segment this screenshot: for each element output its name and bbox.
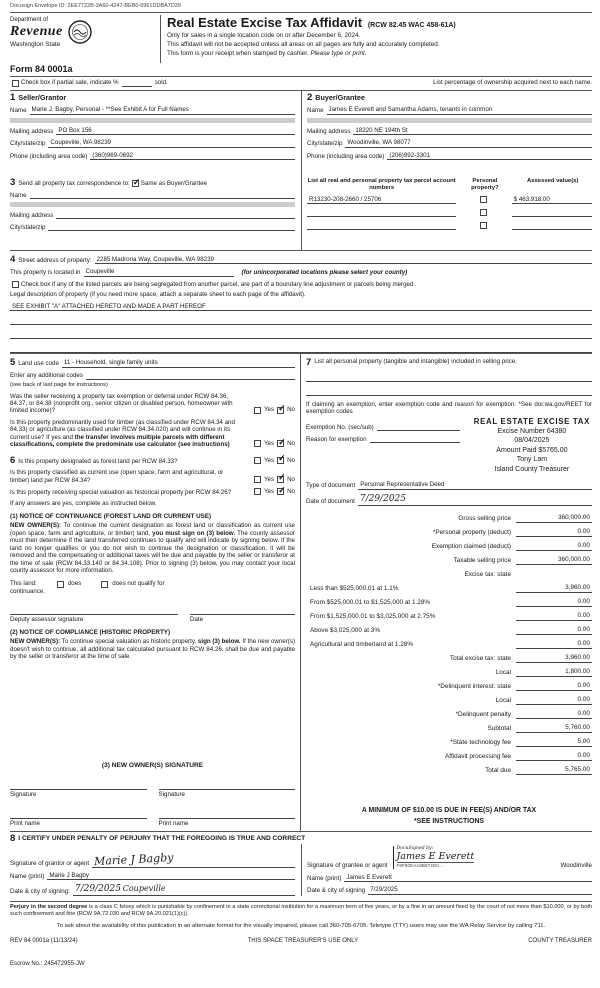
excise-row-label: Agricultural and timberland at 1.28% xyxy=(310,641,414,648)
question-historic xyxy=(10,484,295,496)
exemption-note: If claiming an exemption, enter exemption code and reason for exemption. *See dor.wa.gov/REET for exemption codes xyxy=(306,400,592,416)
does-label: does xyxy=(67,580,82,588)
parcel-table xyxy=(301,176,592,250)
excise-tax-row xyxy=(306,607,592,621)
excise-tax-row xyxy=(306,579,592,593)
partial-sale-row xyxy=(10,77,592,89)
buyer-section-number: 2 xyxy=(307,91,313,103)
checkmark: ✓ xyxy=(278,484,286,495)
perjury-bold: Perjury in the second degree xyxy=(10,904,88,911)
exemption-no-label: Exemption No. (sec/sub) xyxy=(306,424,374,432)
ownership-note: List percentage of ownership acquired next to each name. xyxy=(433,79,592,87)
parcel-row xyxy=(307,209,592,217)
land-use-label: Land use code xyxy=(18,360,59,368)
partial-sale-label: Check box if partial sale, indicate % xyxy=(21,79,119,87)
deputy-assessor-label: Deputy assessor signature xyxy=(10,616,84,624)
checkmark: ✓ xyxy=(278,453,286,464)
notice1-title: (1) NOTICE OF CONTINUANCE (FOREST LAND OR CURRENT USE) xyxy=(10,512,212,520)
header-title-block xyxy=(160,15,592,63)
buyer-city-field[interactable]: Woodinville, WA 98077 xyxy=(345,139,592,147)
personal-property-checkbox[interactable] xyxy=(480,196,487,203)
header-note-3-text: This form is your receipt when stamped by cashier. xyxy=(167,49,311,57)
street-address-field[interactable]: 2285 Madrona Way, Coupeville, WA 98239 xyxy=(95,256,592,264)
assessed-value-column-header: Assessed value(s) xyxy=(526,177,579,184)
no-label: No xyxy=(287,406,295,414)
parcel-number-field[interactable] xyxy=(307,222,456,230)
seller-section xyxy=(10,91,301,176)
docusign-signature-box xyxy=(393,846,475,869)
correspondence-mailing-field[interactable] xyxy=(56,211,295,219)
form-title-rcw: (RCW 82.45 WAC 458-61A) xyxy=(367,21,456,29)
checkmark: ✓ xyxy=(278,436,286,447)
excise-tax-row xyxy=(306,509,592,523)
excise-row-value[interactable]: 0.00 xyxy=(516,640,592,649)
question-forest-land xyxy=(10,453,295,466)
grantee-signature-line[interactable] xyxy=(391,846,561,870)
question-tax-exemption xyxy=(10,393,295,415)
excise-tax-row xyxy=(306,635,592,649)
personal-property-cell xyxy=(459,209,509,217)
personal-property-cell xyxy=(459,196,509,204)
exemption-no-field[interactable] xyxy=(377,423,461,431)
header-note-3-em: Please type or print. xyxy=(310,49,367,57)
question-current-use xyxy=(10,469,295,484)
grantee-printname-label: Name (print) xyxy=(307,874,342,882)
excise-tax-row xyxy=(306,593,592,607)
parcel-row xyxy=(307,196,592,204)
buyer-section xyxy=(301,91,592,176)
buyer-mailing-label: Mailing address xyxy=(307,127,351,135)
partial-sale-checkbox[interactable] xyxy=(12,80,19,87)
additional-codes-field[interactable] xyxy=(86,372,295,380)
excise-row-label: From $525,000.01 to $1,525,000 at 1.28% xyxy=(310,599,431,606)
excise-row-value[interactable]: 0.00 xyxy=(516,626,592,635)
question-text-normal: Is this property predominantly used for timber (as classified under RCW 84.34 and 84.33) or agriculture (as classified under RCW 84.34.020) and will continue in its current use? If yes and xyxy=(10,418,235,441)
excise-tax-row xyxy=(306,677,592,691)
excise-tax-row xyxy=(306,733,592,747)
excise-row-label: From $1,525,000.01 to $3,025,000 at 2.75% xyxy=(310,613,436,620)
excise-row-value[interactable]: 5.00 xyxy=(516,738,592,747)
excise-tax-row xyxy=(306,537,592,551)
divider-band xyxy=(307,118,592,123)
question-text-body: Is this property designated as forest land per RCW 84.33? xyxy=(18,457,178,465)
divider-band xyxy=(10,202,295,207)
excise-row-label: *Delinquent penalty xyxy=(455,711,511,718)
treasurer-stamp xyxy=(474,417,590,474)
question-text-bold: the transfer involves multiple parcels with different classifications, complete the predominate use calculator (see instructions) xyxy=(10,433,230,449)
codes-instructions-note: (see back of last page for instructions) xyxy=(10,381,108,388)
notice1-paragraph xyxy=(10,522,295,574)
excise-row-label: Local xyxy=(495,697,511,704)
dor-seal-icon xyxy=(68,20,92,44)
grantor-signature-line[interactable] xyxy=(92,853,295,867)
excise-tax-row xyxy=(306,523,592,537)
seller-mailing-label: Mailing address xyxy=(10,127,54,135)
grantee-signature-label: Signature of grantee or agent xyxy=(307,862,388,870)
if-any-yes-note: If any answers are yes, complete as instructed below. xyxy=(10,500,157,508)
exemption-and-stamp-area xyxy=(306,419,592,477)
seller-mailing-field[interactable]: PO Box 156 xyxy=(56,127,295,135)
assessed-value-field[interactable] xyxy=(512,222,592,230)
excise-row-value[interactable]: 3,960.00 xyxy=(516,654,592,663)
excise-row-label: Gross selling price xyxy=(458,515,511,522)
deputy-date-label: Date xyxy=(190,616,204,624)
checkmark: ✓ xyxy=(278,472,286,483)
buyer-phone-label: Phone (including area code) xyxy=(307,152,385,160)
yes-label: Yes xyxy=(263,487,275,495)
excise-tax-row xyxy=(306,691,592,705)
type-of-document-label: Type of document xyxy=(306,482,356,490)
q-currentuse-no-checkbox[interactable] xyxy=(277,472,286,483)
q-timber-no-checkbox[interactable] xyxy=(277,436,286,447)
stamp-date: 08/04/2025 xyxy=(514,437,550,445)
question-text xyxy=(10,419,241,449)
question-text xyxy=(10,456,241,466)
assessed-value-field[interactable] xyxy=(512,209,592,217)
located-in-label: This property is located in xyxy=(10,269,81,277)
notice2-bold-1: NEW OWNER(S): xyxy=(10,638,61,646)
seller-name-field[interactable]: Marie J. Bagby, Personal - **See Exhibit A for Full Names xyxy=(30,106,295,114)
yes-label: Yes xyxy=(263,456,275,464)
excise-row-label: *State technology fee xyxy=(450,739,511,746)
excise-row-label: Total excise tax: state xyxy=(449,655,511,662)
no-label: No xyxy=(287,440,295,448)
question-text: Was the seller receiving a property tax exemption or deferral under RCW 84.36, 84.37, or 84.38 (nonprofit org., senior citizen or disabled person, homeowner with limited income)? xyxy=(10,392,233,415)
land-use-field[interactable]: 11 - Household, single family units xyxy=(62,359,295,367)
buyer-city-label: City/state/zip xyxy=(307,140,343,148)
q-forest-yes-checkbox[interactable] xyxy=(254,457,261,464)
grantor-date-handwritten: 7/29/2025 xyxy=(74,884,121,895)
see-instructions-text: *SEE INSTRUCTIONS xyxy=(413,817,485,825)
seller-phone-label: Phone (including area code) xyxy=(10,152,88,160)
print-name-label: Print name xyxy=(158,819,189,827)
notice2-bold-2: sign (3) below. xyxy=(197,638,241,646)
docusign-envelope-id: Docusign Envelope ID: 2EE7722B-3A60-4247-BEB0-6961DDBA7D39 xyxy=(10,3,181,9)
notice2-title: (2) NOTICE OF COMPLIANCE (HISTORIC PROPERTY) xyxy=(10,628,171,636)
located-in-field[interactable]: Coupeville xyxy=(84,268,234,276)
alternate-format-note: To ask about the availability of this publication in an alternate format for the visually impaired, please call 360-705-6705. Teletype (TTY) users may use the WA Relay Service by calling 711. xyxy=(56,922,546,929)
correspondence-block xyxy=(10,176,301,250)
excise-tax-row xyxy=(306,747,592,761)
owner-printname-line[interactable] xyxy=(159,809,296,819)
date-of-document-handwritten: 7/29/2025 xyxy=(359,493,406,504)
deputy-date-line[interactable] xyxy=(190,605,295,615)
seller-section-title: Seller/Grantor xyxy=(18,92,67,102)
grantee-signature-block xyxy=(301,844,592,896)
excise-row-value[interactable]: 0.00 xyxy=(516,528,592,537)
excise-row-label: Local xyxy=(495,669,511,676)
no-label: No xyxy=(287,487,295,495)
escrow-number: Escrow No.: 245472955-JW xyxy=(10,960,85,967)
excise-tax-row xyxy=(306,705,592,719)
excise-row-value[interactable]: 1,800.00 xyxy=(516,668,592,677)
rev-row xyxy=(10,938,592,945)
perjury-rest: is a class C felony which is punishable by confinement in a state correctional institution for a maximum term of five years, or by a fine in an amount fixed by the court of not more than $10,000, or by both such confinement and fine (RCW 9A.72.030 and RCW 9A.20.021(1)(c)). xyxy=(10,904,592,918)
seller-city-label: City/state/zip xyxy=(10,140,46,148)
form-title: Real Estate Excise Tax Affidavit xyxy=(167,14,363,30)
docusign-id: F8F80EAA8B874D0... xyxy=(396,863,444,869)
grantor-signature-block xyxy=(10,844,301,896)
personal-property-column-header: Personal property? xyxy=(471,177,499,191)
does-not-label: does not qualify for xyxy=(112,580,165,588)
section3-number: 3 xyxy=(10,176,16,188)
excise-tax-row xyxy=(306,649,592,663)
header-note-1: Only for sales in a single location code on or after December 6, 2024. xyxy=(167,31,361,39)
personal-property-checkbox[interactable] xyxy=(480,222,487,229)
notice2-text-1: To continue special valuation as historic property, xyxy=(60,638,198,646)
date-of-document-label: Date of document xyxy=(306,498,355,506)
excise-row-label: *Personal property (deduct) xyxy=(432,529,511,536)
owner-signature-line[interactable] xyxy=(159,780,296,790)
main-columns xyxy=(10,353,592,831)
excise-row-label: Excise tax: state xyxy=(464,571,511,578)
same-as-buyer-checkmark: ✓ xyxy=(132,176,141,187)
excise-row-value[interactable]: 360,000.00 xyxy=(516,514,592,523)
excise-tax-row xyxy=(306,621,592,635)
header-note-3 xyxy=(167,50,592,58)
grantee-printname-field[interactable]: James E Everett xyxy=(344,874,592,882)
excise-tax-table xyxy=(306,509,592,775)
minimum-due-text: A MINIMUM OF $10.00 IS DUE IN FEE(S) AND/OR TAX xyxy=(361,807,537,815)
excise-row-label: Total due xyxy=(485,767,511,774)
grantee-signature-handwritten: James E Everett xyxy=(396,851,475,863)
right-column xyxy=(301,354,592,831)
date-of-document-field[interactable] xyxy=(358,494,592,506)
personal-property-cell xyxy=(459,222,509,230)
legal-description-blank-line[interactable] xyxy=(10,311,592,325)
q-exemption-no-checkbox[interactable] xyxy=(277,403,286,414)
perjury-statement xyxy=(10,904,592,919)
checkmark: ✓ xyxy=(278,403,286,414)
section3-correspondence xyxy=(10,176,592,250)
notice1-bold-1: NEW OWNER(S): xyxy=(10,522,62,530)
parties-section xyxy=(10,90,592,176)
excise-tax-row xyxy=(306,551,592,565)
stamp-amount-paid: Amount Paid $5765.00 xyxy=(496,446,568,454)
street-address-label: Street address of property: xyxy=(18,256,92,264)
grantee-date-city-label: Date & city of signing xyxy=(307,887,366,895)
county-treasurer-label: COUNTY TREASURER xyxy=(528,937,592,944)
notice1-text-1: To continue the current designation as forest land or classification as current use (open space, farm and agriculture, or timber) land, xyxy=(10,522,295,537)
no-label: No xyxy=(287,475,295,483)
reason-exemption-field[interactable] xyxy=(370,435,461,443)
notice3-title: (3) NEW OWNER(S) SIGNATURE xyxy=(101,762,204,770)
correspondence-name-label: Name xyxy=(10,191,27,199)
notice1-text-2: The county assessor must then determine if the land transferred continues to qualify and will indicate by signing below. If the land no longer qualifies or you do not wish to continue the designation or classification, it will be removed and the compensating or additional taxes will be due and payable by the seller or transferor at the time of sale (RCW 84.33.140 or 84.34.108). Prior to signing (3) below, you may contact your local county assessor for more information. xyxy=(10,529,295,575)
owner-signature-line[interactable] xyxy=(10,780,147,790)
parcel-column-header: List all real and personal property tax parcel account numbers xyxy=(307,177,456,191)
excise-row-value[interactable]: 0.00 xyxy=(516,752,592,761)
legal-description-field[interactable]: SEE EXHIBIT "A" ATTACHED HERETO AND MADE A PART HEREOF xyxy=(10,303,592,311)
correspondence-city-field[interactable] xyxy=(48,223,295,231)
buyer-name-label: Name xyxy=(307,107,324,115)
deputy-assessor-row xyxy=(10,605,295,623)
section4-property xyxy=(10,250,592,353)
assessed-value-field[interactable]: $ 463,918.00 xyxy=(512,196,592,204)
personal-property-blank-line[interactable] xyxy=(306,368,592,382)
section6-number: 6 xyxy=(10,454,16,466)
grantor-printname-label: Name (print) xyxy=(10,872,45,880)
additional-codes-label: Enter any additional codes xyxy=(10,372,83,380)
owner-printname-row xyxy=(10,809,295,827)
seller-section-number: 1 xyxy=(10,91,16,103)
section5-number: 5 xyxy=(10,357,16,369)
excise-row-value[interactable]: 0.00 xyxy=(516,612,592,621)
excise-tax-row xyxy=(306,565,592,579)
section8-number: 8 xyxy=(10,833,16,845)
this-land-label: This land: xyxy=(10,580,37,588)
section8-certification xyxy=(10,831,592,901)
signature-label: Signature xyxy=(10,791,37,799)
legal-description-blank-line[interactable] xyxy=(10,325,592,339)
minimum-due-note xyxy=(306,806,592,827)
treasurer-space-label: THIS SPACE TREASURER'S USE ONLY xyxy=(247,937,359,944)
buyer-mailing-field[interactable]: 18220 NE 194th St xyxy=(353,127,592,135)
parcel-row xyxy=(307,222,592,230)
grantor-printname-field[interactable]: Marie J Bagby xyxy=(47,872,295,880)
partial-sold-label: sold. xyxy=(154,79,168,87)
yes-label: Yes xyxy=(263,406,275,414)
divider-band xyxy=(10,118,295,123)
segregated-label: Check box if any of the listed parcels are being segregated from another parcel, are part of a boundary line adjustment or parcels being merged. xyxy=(21,280,416,288)
same-as-buyer-label: Same as Buyer/Grantee xyxy=(140,179,208,187)
excise-row-label: Above $3,025,000 at 3% xyxy=(310,627,380,634)
continuance-label: continuance. xyxy=(10,587,46,595)
excise-row-label: Affidavit processing fee xyxy=(445,753,511,760)
personal-property-intro: List all personal property (tangible and intangible) included in selling price. xyxy=(314,358,517,366)
excise-row-label: Taxable selling price xyxy=(453,557,511,564)
q-historic-no-checkbox[interactable] xyxy=(277,484,286,495)
parcel-number-field[interactable] xyxy=(307,209,456,217)
owner-printname-line[interactable] xyxy=(10,809,147,819)
partial-percent-field[interactable] xyxy=(122,80,152,87)
excise-row-value[interactable]: 0.00 xyxy=(516,598,592,607)
q-exemption-yes-checkbox[interactable] xyxy=(254,407,261,414)
stamp-excise-number: Excise Number 64380 xyxy=(497,427,567,435)
q-forest-no-checkbox[interactable] xyxy=(277,453,286,464)
grantor-city-handwritten: Coupeville xyxy=(122,884,166,894)
seller-name-label: Name xyxy=(10,107,27,115)
section4-number: 4 xyxy=(10,253,16,265)
stamp-treasurer-title: Island County Treasurer xyxy=(494,465,570,473)
excise-row-value[interactable]: 0.00 xyxy=(516,696,592,705)
header-note-2: This affidavit will not be accepted unless all areas on all pages are fully and accurately completed. xyxy=(167,40,440,48)
stamp-treasurer-name: Tony Lam xyxy=(516,456,548,464)
parcel-number-field[interactable]: R13230-208-2660 / 25706 xyxy=(307,196,456,204)
segregated-checkbox[interactable] xyxy=(12,281,19,288)
correspondence-mailing-label: Mailing address xyxy=(10,211,54,219)
buyer-name-field[interactable]: James E Everett and Samantha Adams, tenants in common xyxy=(327,106,592,114)
grantor-signature-label: Signature of grantor or agent xyxy=(10,860,90,868)
type-of-document-field[interactable]: Personal Representative Deed xyxy=(358,481,592,489)
excise-row-label: Exemption claimed (deduct) xyxy=(431,543,511,550)
form-number: Form 84 0001a xyxy=(10,63,73,74)
print-name-label: Print name xyxy=(10,819,40,827)
legal-description-label: Legal description of property (if you need more space, attach a separate sheet to each page of the affidavit). xyxy=(10,291,306,299)
excise-tax-row xyxy=(306,719,592,733)
correspondence-name-field[interactable] xyxy=(30,191,295,199)
q-historic-yes-checkbox[interactable] xyxy=(254,488,261,495)
yes-label: Yes xyxy=(263,475,275,483)
dept-name: Revenue xyxy=(10,23,63,39)
notice1-bold-2: you must sign on (3) below. xyxy=(152,529,236,537)
excise-row-label: Subtotal xyxy=(487,725,511,732)
excise-row-value[interactable] xyxy=(516,571,592,579)
grantee-date-city-field[interactable]: 7/29/2025 xyxy=(368,886,592,894)
personal-property-blank-line[interactable] xyxy=(306,382,592,396)
excise-row-value[interactable]: 0.00 xyxy=(516,710,592,719)
reason-exemption-label: Reason for exemption xyxy=(306,436,367,444)
seller-phone-field[interactable]: (360)969-0692 xyxy=(90,152,295,160)
unincorporated-note: (for unincorporated locations please select your county) xyxy=(241,269,408,277)
buyer-phone-field[interactable]: (206)992-3301 xyxy=(387,152,592,160)
correspondence-city-label: City/state/zip xyxy=(10,223,46,231)
excise-row-value[interactable]: 360,000.00 xyxy=(516,556,592,565)
excise-row-label: Less than $525,000.01 at 1.1% xyxy=(310,585,399,592)
excise-row-value[interactable]: 5,765.00 xyxy=(516,766,592,775)
q-currentuse-yes-checkbox[interactable] xyxy=(254,476,261,483)
question-text: Is this property receiving special valuation as historical property per RCW 84.26? xyxy=(10,488,232,496)
personal-property-checkbox[interactable] xyxy=(480,209,487,216)
section7-number: 7 xyxy=(306,357,312,369)
grantee-city-written: Woodinville xyxy=(560,862,592,870)
does-checkbox[interactable] xyxy=(57,581,64,588)
excise-row-label: *Delinquent interest: state xyxy=(437,683,511,690)
left-column xyxy=(10,354,301,831)
certify-statement: I CERTIFY UNDER PENALTY OF PERJURY THAT THE FOREGOING IS TRUE AND CORRECT xyxy=(18,834,306,842)
buyer-section-title: Buyer/Grantee xyxy=(315,92,365,102)
q-timber-yes-checkbox[interactable] xyxy=(254,440,261,447)
owner-signature-row xyxy=(10,780,295,798)
docusigned-by-label: DocuSigned by: xyxy=(396,845,434,851)
form-header xyxy=(10,13,592,63)
same-as-buyer-checkbox[interactable] xyxy=(132,176,141,187)
land-qualify-row xyxy=(10,580,295,587)
dept-of-label: Department of xyxy=(10,16,49,23)
excise-row-value[interactable]: 0.00 xyxy=(516,542,592,551)
rev-number: REV 84 0001a (11/13/24) xyxy=(10,937,78,944)
grantor-date-city-field[interactable] xyxy=(73,884,295,896)
question-text: Is this property classified as current use (open space, farm and agricultural, or timber) land per RCW 84.34? xyxy=(10,469,224,484)
yes-label: Yes xyxy=(263,440,275,448)
dept-subtitle: Washington State xyxy=(10,40,61,48)
excise-tax-row xyxy=(306,663,592,677)
footer xyxy=(10,901,592,968)
does-not-checkbox[interactable] xyxy=(101,581,108,588)
excise-row-value[interactable]: 3,960.00 xyxy=(516,584,592,593)
send-correspondence-label: Send all property tax correspondence to: xyxy=(18,179,130,187)
notice2-paragraph xyxy=(10,638,295,660)
legal-description-blank-line[interactable] xyxy=(10,339,592,353)
notice2-text-2: If the new owner(s) doesn't wish to continue, all additional tax calculated pursuant to RCW 84.26, shall be due and payable by the seller or transferor at the time of sale. xyxy=(10,638,295,661)
excise-tax-row xyxy=(306,761,592,775)
question-timber-use xyxy=(10,419,295,449)
grantor-date-city-label: Date & city of signing: xyxy=(10,888,70,896)
deputy-assessor-signature-line[interactable] xyxy=(10,605,178,615)
excise-row-value[interactable]: 0.00 xyxy=(516,682,592,691)
new-owners-signature-block xyxy=(10,762,295,827)
excise-row-value[interactable]: 5,760.00 xyxy=(516,724,592,733)
grantor-signature-handwritten: Marie J Bagby xyxy=(93,851,174,869)
stamp-title: REAL ESTATE EXCISE TAX xyxy=(473,417,590,427)
no-label: No xyxy=(287,456,295,464)
signature-label: Signature xyxy=(158,791,185,799)
dor-logo-block xyxy=(10,15,160,63)
seller-city-field[interactable]: Coupeville, WA 98239 xyxy=(48,139,295,147)
